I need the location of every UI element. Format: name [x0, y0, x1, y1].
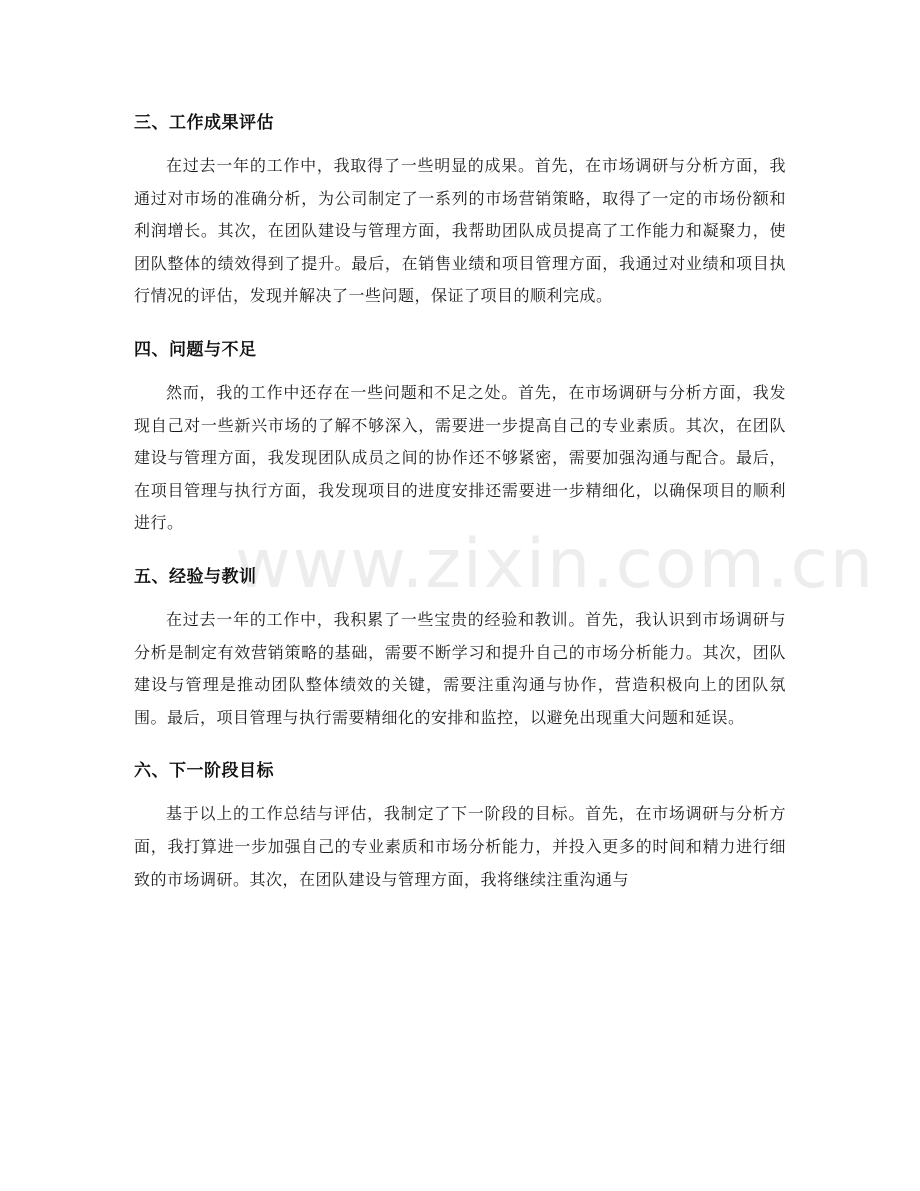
section-heading-4: 四、问题与不足	[134, 339, 257, 360]
document-body	[134, 106, 786, 916]
section-heading-5: 五、经验与教训	[134, 566, 257, 587]
section-paragraph-5: 在过去一年的工作中，我积累了一些宝贵的经验和教训。首先，我认识到市场调研与分析是制定有效营销策略的基础，需要不断学习和提升自己的市场分析能力。其次，团队建设与管理是推动团队整体绩效的关键，需要注重沟通与协作，营造积极向上的团队氛围。最后，项目管理与执行需要精细化的安排和监控，以避免出现重大问题和延误。	[134, 609, 786, 727]
section-paragraph-3: 在过去一年的工作中，我取得了一些明显的成果。首先，在市场调研与分析方面，我通过对市场的准确分析，为公司制定了一系列的市场营销策略，取得了一定的市场份额和利润增长。其次，在团队建设与管理方面，我帮助团队成员提高了工作能力和凝聚力，使团队整体的绩效得到了提升。最后，在销售业绩和项目管理方面，我通过对业绩和项目执行情况的评估，发现并解决了一些问题，保证了项目的顺利完成。	[134, 156, 786, 306]
section-heading-6: 六、下一阶段目标	[134, 761, 274, 782]
section-paragraph-6: 基于以上的工作总结与评估，我制定了下一阶段的目标。首先，在市场调研与分析方面，我打算进一步加强自己的专业素质和市场分析能力，并投入更多的时间和精力进行细致的市场调研。其次，在团队建设与管理方面，我将继续注重沟通与	[134, 804, 786, 889]
watermark: www.zixin.com.cn	[235, 525, 875, 604]
section-paragraph-4: 然而，我的工作中还存在一些问题和不足之处。首先，在市场调研与分析方面，我发现自己对一些新兴市场的了解不够深入，需要进一步提高自己的专业素质。其次，在团队建设与管理方面，我发现团队成员之间的协作还不够紧密，需要加强沟通与配合。最后，在项目管理与执行方面，我发现项目的进度安排还需要进一步精细化，以确保项目的顺利进行。	[134, 382, 786, 533]
section-heading-3: 三、工作成果评估	[134, 113, 274, 133]
